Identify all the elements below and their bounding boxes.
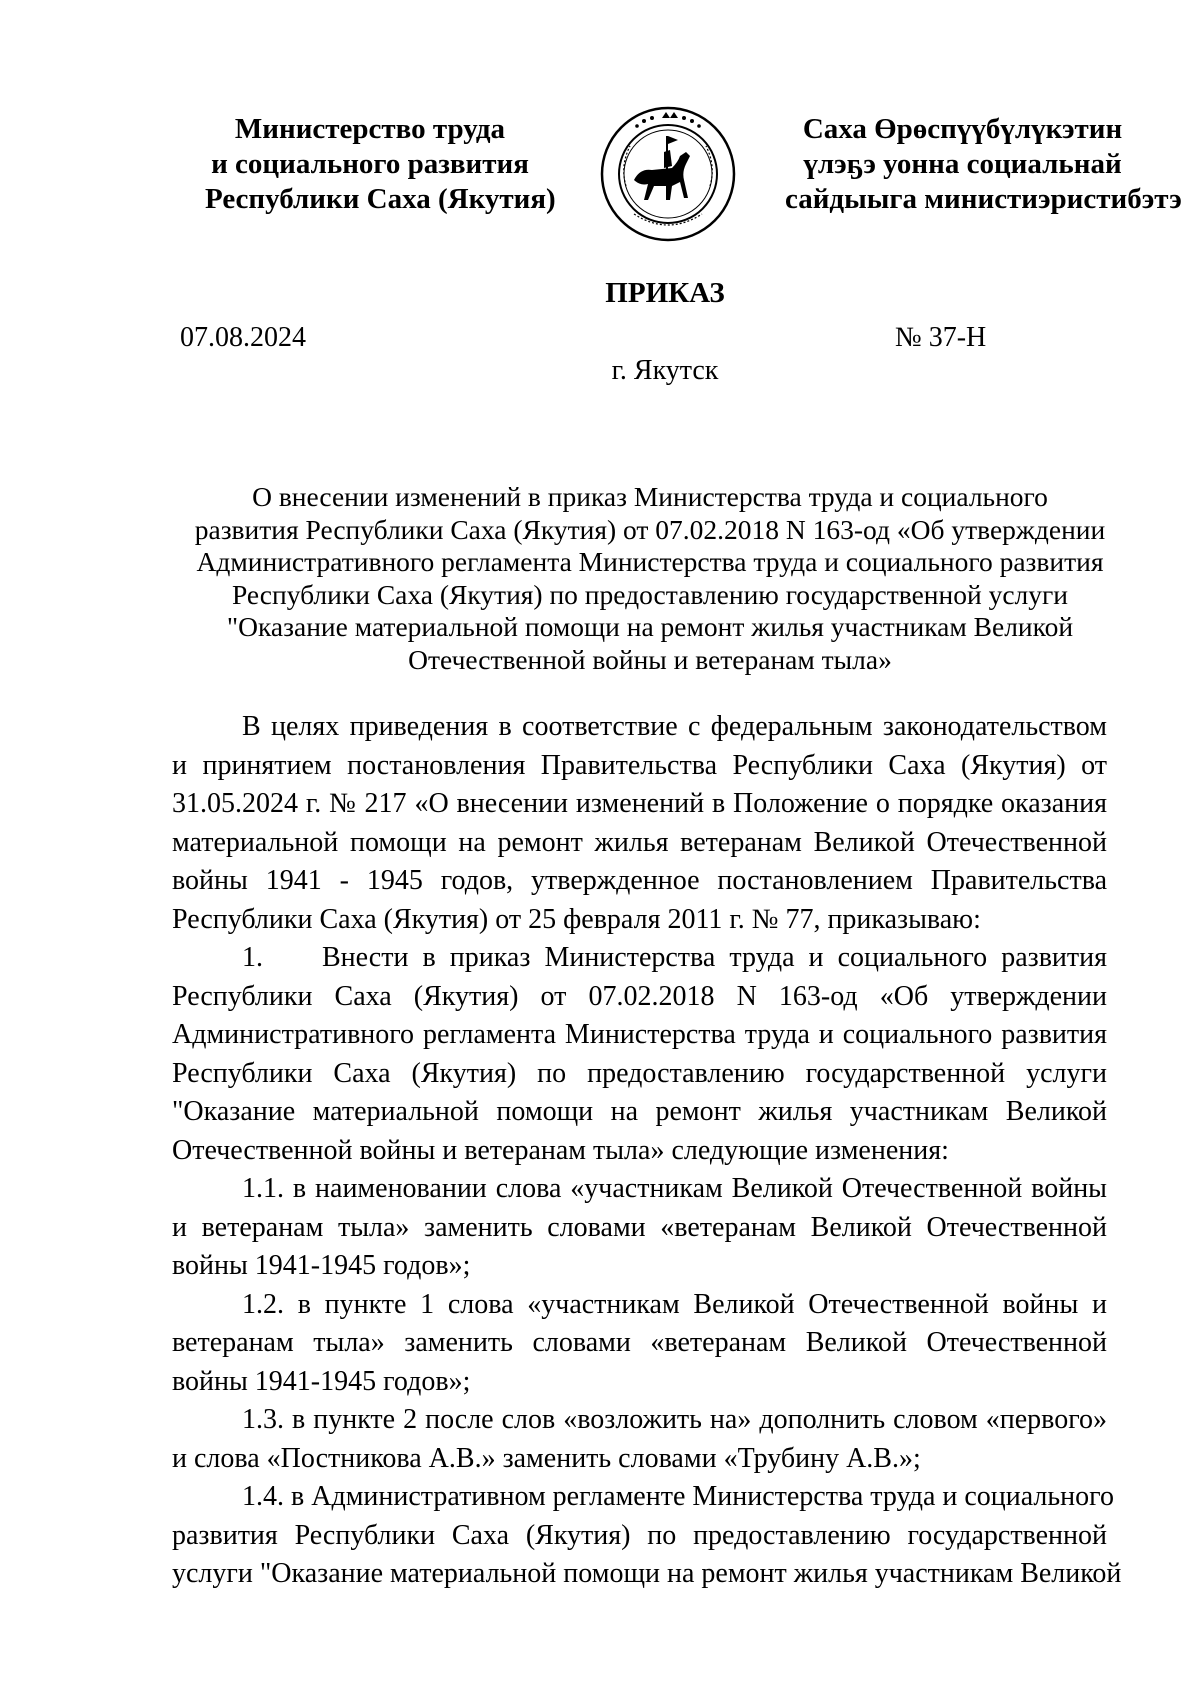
body-line: 31.05.2024 г. № 217 «О внесении изменений в Положение о порядке оказания	[172, 788, 1107, 819]
body-line: В целях приведения в соответствие с федеральным законодательством	[242, 711, 1107, 742]
body-line: 1.3. в пункте 2 после слов «возложить на» дополнить словом «первого»	[242, 1404, 1107, 1435]
body-line: развития Республики Саха (Якутия) по предоставлению государственной	[172, 1519, 1107, 1551]
subject-line: "Оказание материальной помощи на ремонт жилья участникам Великой	[226, 611, 1074, 642]
preamble-paragraph	[172, 708, 1107, 939]
body-line: Республики Саха (Якутия) по предоставлению государственной услуги	[172, 1057, 1107, 1089]
coat-of-arms-emblem	[600, 106, 736, 242]
item-number: 1.	[242, 942, 263, 973]
item-1-2-paragraph	[172, 1286, 1107, 1402]
item-1-1-paragraph	[172, 1170, 1107, 1286]
body-line: 1.1. в наименовании слова «участникам Великой Отечественной войны	[242, 1173, 1107, 1204]
body-line: 1.2. в пункте 1 слова «участникам Великой Отечественной войны и	[242, 1288, 1107, 1320]
item-1-paragraph	[172, 939, 1107, 1170]
ministry-name-line: үлэҕэ уонна социальнай	[803, 148, 1122, 180]
subject-line: развития Республики Саха (Якутия) от 07.02.2018 N 163-од «Об утверждении	[194, 513, 1106, 545]
item-1-3-paragraph	[172, 1401, 1107, 1478]
order-body	[172, 708, 1122, 1594]
ministry-name-line: Республики Саха (Якутия)	[205, 183, 556, 215]
body-line: войны 1941-1945 годов»;	[172, 1365, 471, 1397]
body-line: войны 1941 - 1945 годов, утвержденное постановлением Правительства	[172, 865, 1107, 896]
ministry-name-line: и социального развития	[211, 148, 529, 180]
body-line: "Оказание материальной помощи на ремонт жилья участникам Великой	[172, 1096, 1107, 1127]
body-line	[172, 939, 1107, 978]
body-line: Республики Саха (Якутия) от 07.02.2018 N 163-од «Об утверждении	[172, 980, 1107, 1012]
order-date: 07.08.2024	[180, 322, 306, 353]
item-1-4-paragraph	[172, 1478, 1122, 1594]
body-line: и ветеранам тыла» заменить словами «ветеранам Великой Отечественной	[172, 1211, 1107, 1243]
subject-line: Административного регламента Министерства труда и социального развития	[196, 546, 1104, 577]
body-line: услуги "Оказание материальной помощи на ремонт жилья участникам Великой	[172, 1558, 1122, 1589]
subject-line: Отечественной войны и ветеранам тыла»	[408, 643, 892, 675]
order-subject	[185, 481, 1115, 676]
ministry-name-line: Министерство труда	[234, 113, 506, 145]
item-text: Внести в приказ Министерства труда и социального развития	[322, 942, 1107, 973]
order-title: ПРИКАЗ	[605, 277, 725, 309]
body-line: материальной помощи на ремонт жилья ветеранам Великой Отечественной	[172, 826, 1107, 858]
ministry-name-line: Саха Өрөспүүбүлүкэтин	[802, 113, 1123, 145]
body-line: войны 1941-1945 годов»;	[172, 1250, 471, 1281]
body-line: и слова «Постникова А.В.» заменить словами «Трубину А.В.»;	[172, 1442, 921, 1474]
body-line: 1.4. в Административном регламенте Министерства труда и социального	[242, 1481, 1114, 1512]
order-number: № 37-Н	[895, 322, 987, 353]
body-line: ветеранам тыла» заменить словами «ветеранам Великой Отечественной	[172, 1327, 1107, 1358]
body-line: Республики Саха (Якутия) от 25 февраля 2011 г. № 77, приказываю:	[172, 903, 981, 935]
ministry-name-yakut	[785, 112, 1182, 217]
body-line: Отечественной войны и ветеранам тыла» следующие изменения:	[172, 1134, 949, 1166]
ministry-name-line: сайдыыга министиэристибэтэ	[785, 183, 1182, 215]
ministry-name-russian	[205, 112, 556, 217]
body-line: Административного регламента Министерства труда и социального развития	[172, 1019, 1107, 1050]
body-line: и принятием постановления Правительства Республики Саха (Якутия) от	[172, 749, 1107, 781]
order-city: г. Якутск	[611, 355, 719, 386]
subject-line: О внесении изменений в приказ Министерства труда и социального	[252, 481, 1048, 512]
subject-line: Республики Саха (Якутия) по предоставлению государственной услуги	[231, 578, 1069, 610]
